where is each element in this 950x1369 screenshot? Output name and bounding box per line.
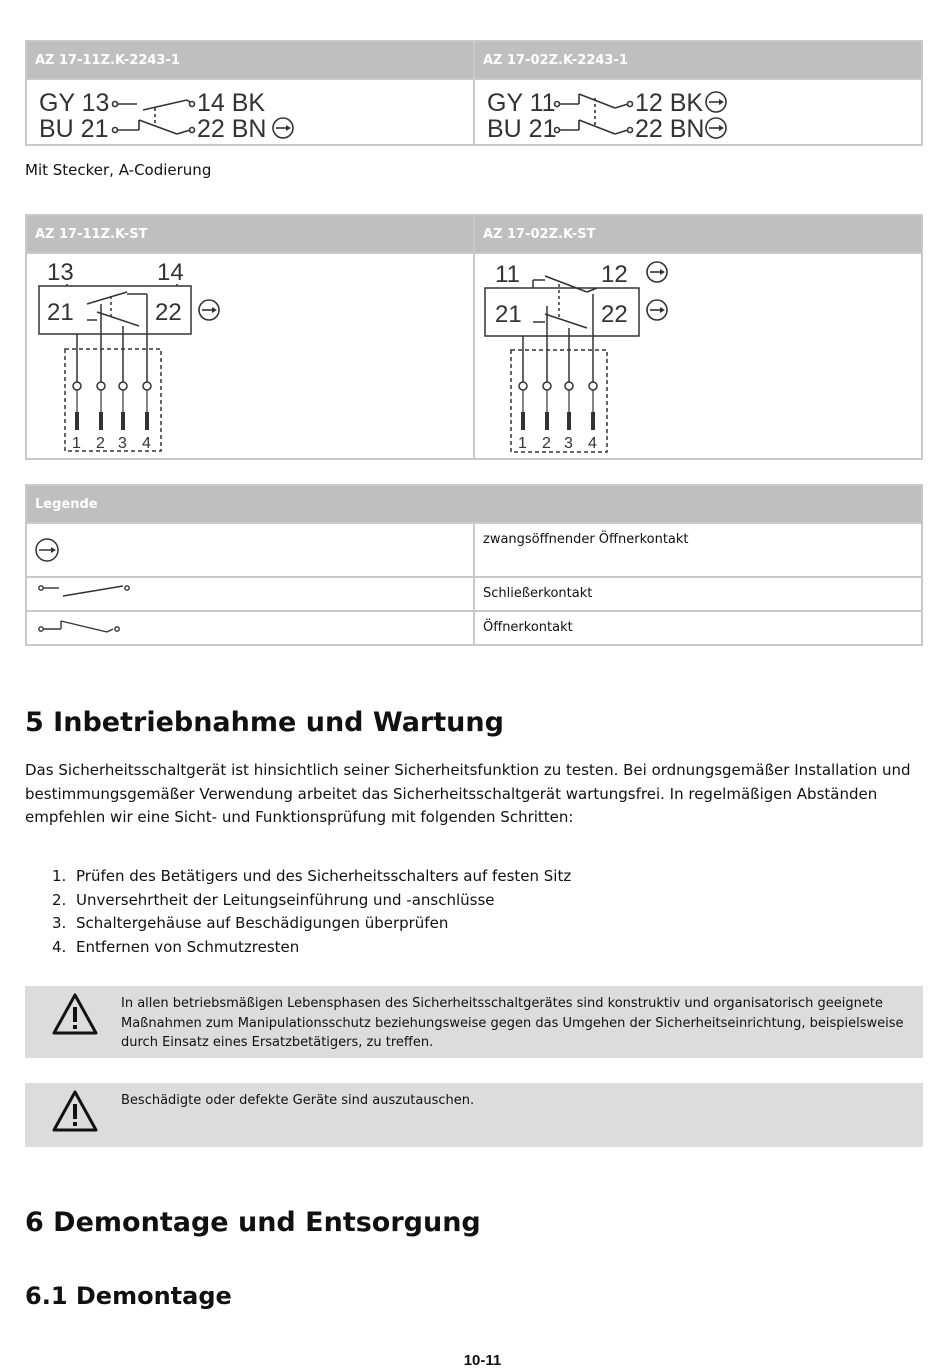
wiring-table-connector [25, 214, 923, 460]
caption-connector: Mit Stecker, A-Codierung [25, 161, 212, 179]
pin-4: 4 [142, 435, 151, 452]
legend-header: Legende [26, 485, 922, 523]
warning-text: Beschädigte oder defekte Geräte sind auszutauschen. [121, 1093, 475, 1108]
section-5-paragraph: Das Sicherheitsschaltgerät ist hinsichtlich seiner Sicherheitsfunktion zu testen. Bei ordnungsgemäßer Installation und bestimmungsgemäßer Verwendung arbeitet das Sicherheitsschaltgerät wartungsfrei. In regelmäßigen Abständen empfehlen wir eine Sicht- und Funktionsprüfung mit folgenden Schritten: [25, 761, 911, 826]
legend-symbol-cell [26, 523, 474, 577]
list-item: 3. Schaltergehäuse auf Beschädigungen überprüfen [52, 914, 449, 932]
section-6-title: 6 Demontage und Entsorgung [25, 1207, 481, 1238]
terminal-21: 21 [47, 299, 74, 326]
warning-text: In allen betriebsmäßigen Lebensphasen des Sicherheitsschaltgerätes sind konstruktiv und organisatorisch geeignete Maßnahmen zum Manipulationsschutz beziehungsweise gegen das Umgehen der Sicherheitseinrichtung, beispielsweise durch Einsatz eines Ersatzbetätigers, zu treffen. [121, 996, 904, 1050]
terminal-22-b: 22 [601, 301, 628, 328]
positive-opening-icon [273, 118, 293, 138]
positive-opening-icon [647, 262, 667, 282]
terminal-12bk: 12 BK [635, 89, 704, 117]
list-item: 4. Entfernen von Schmutzresten [52, 937, 300, 956]
pin-3: 3 [118, 435, 127, 452]
terminal-21-b: 21 [495, 301, 522, 328]
nc-contact-icon [27, 578, 147, 608]
no-contact-icon [27, 612, 147, 642]
legend-label: Schließerkontakt [474, 577, 922, 611]
terminal-gy13: GY 13 [39, 89, 110, 117]
wiring-diagram-1711z [27, 80, 473, 142]
page-number: 10-11 [463, 1352, 502, 1369]
positive-opening-icon [706, 92, 726, 112]
terminal-22bn: 22 BN [197, 115, 267, 142]
warning-triangle-icon [51, 1089, 99, 1133]
header-az1702z-st: AZ 17-02Z.K-ST [474, 215, 922, 253]
legend-symbol-cell [26, 577, 474, 611]
header-az1711z-2243: AZ 17-11Z.K-2243-1 [26, 41, 474, 79]
warning-box-replace [25, 1083, 923, 1147]
terminal-22: 22 [155, 299, 182, 326]
pin-2-b: 2 [542, 435, 551, 452]
wiring-diagram-1702z [475, 80, 921, 142]
maintenance-steps [52, 865, 571, 959]
terminal-bu21-b: BU 21 [487, 115, 557, 142]
diagram-cell-az1702z-2243 [474, 79, 922, 145]
pin-4-b: 4 [588, 435, 597, 452]
terminal-14: 14 [157, 259, 184, 286]
pin-1-b: 1 [518, 435, 527, 452]
contact-lines-b [555, 94, 633, 134]
terminal-bu21: BU 21 [39, 115, 109, 142]
pin-2: 2 [96, 435, 105, 452]
contact-lines [113, 100, 195, 134]
connector-diagram-1711z [27, 254, 473, 456]
section-5-title: 5 Inbetriebnahme und Wartung [25, 707, 504, 738]
terminal-14bk: 14 BK [197, 89, 266, 117]
diagram-cell-az1711z-st [26, 253, 474, 459]
legend-symbol-cell [26, 611, 474, 645]
terminal-gy11: GY 11 [487, 89, 556, 117]
legend-table [25, 484, 923, 646]
positive-opening-icon [27, 524, 87, 574]
positive-opening-icon [199, 300, 219, 320]
connector-pins-b [518, 382, 597, 452]
section-6-1-title: 6.1 Demontage [25, 1282, 232, 1310]
list-item: 1. Prüfen des Betätigers und des Sicherheitsschalters auf festen Sitz [52, 867, 572, 885]
warning-box-manipulation [25, 986, 923, 1058]
terminal-12: 12 [601, 261, 628, 288]
header-az1702z-2243: AZ 17-02Z.K-2243-1 [474, 41, 922, 79]
list-item: 2. Unversehrtheit der Leitungseinführung und -anschlüsse [52, 890, 495, 909]
diagram-cell-az1711z-2243 [26, 79, 474, 145]
pin-1: 1 [72, 435, 81, 452]
positive-opening-icon [706, 118, 726, 138]
terminal-11: 11 [495, 261, 520, 288]
wiring-table-cable [25, 40, 923, 146]
pin-3-b: 3 [564, 435, 573, 452]
terminal-13: 13 [47, 259, 74, 286]
legend-label: Öffnerkontakt [474, 611, 922, 645]
connector-diagram-1702z [475, 254, 921, 456]
diagram-cell-az1702z-st [474, 253, 922, 459]
terminal-22bn-b: 22 BN [635, 115, 705, 142]
legend-label: zwangsöffnender Öffnerkontakt [474, 523, 922, 577]
connector-pins [72, 382, 151, 452]
positive-opening-icon [647, 300, 667, 320]
warning-triangle-icon [51, 992, 99, 1036]
header-az1711z-st: AZ 17-11Z.K-ST [26, 215, 474, 253]
